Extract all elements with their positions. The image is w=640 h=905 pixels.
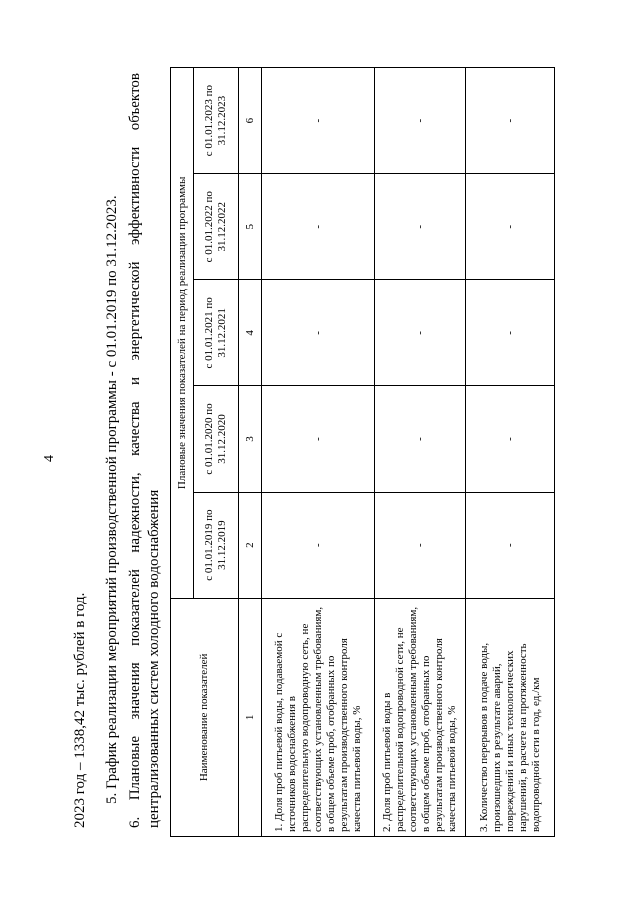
budget-year-line: 2023 год – 1338,42 тыс. рублей в год. — [72, 592, 88, 828]
indicator-value: - — [466, 280, 555, 386]
heading-word: объектов — [127, 73, 143, 131]
indicator-name: 3. Количество перерывов в подаче воды, произошедших в результате аварий, повреждений и иных технологических нарушений, в расчете на протяженность водопроводной сети в год, ед./км — [466, 598, 555, 836]
column-number: 6 — [239, 68, 262, 174]
heading-word: показателей — [127, 569, 143, 646]
column-header-period: с 01.01.2020 по 31.12.2020 — [194, 386, 239, 492]
indicator-name: 1. Доля проб питьевой воды, подаваемой с источников водоснабжения в распределительную водопроводную сеть, не соответствующих установленным требованиям, в общем объеме проб, отобранных по результатам производственного контроля качества питьевой воды, % — [262, 598, 375, 836]
indicator-value: - — [262, 386, 375, 492]
heading-word: 6. — [127, 816, 143, 828]
indicator-value: - — [375, 492, 466, 598]
column-number: 1 — [239, 598, 262, 836]
indicator-name: 2. Доля проб питьевой воды в распределительной водопроводной сети, не соответствующих установленным требованиям, в общем объеме проб, отобранных по результатам производственного контроля качества питьевой воды, % — [375, 598, 466, 836]
table-row — [375, 68, 466, 837]
indicator-value: - — [262, 174, 375, 280]
indicator-value: - — [262, 68, 375, 174]
heading-word: значения — [127, 662, 143, 720]
indicator-value: - — [262, 492, 375, 598]
column-header-period: с 01.01.2021 по 31.12.2021 — [194, 280, 239, 386]
column-number: 3 — [239, 386, 262, 492]
schedule-line: 5. График реализации мероприятий производственной программы - с 01.01.2019 по 31.12.2023. — [104, 195, 120, 804]
indicator-value: - — [375, 174, 466, 280]
indicator-value: - — [375, 386, 466, 492]
page-number: 4 — [42, 455, 57, 462]
column-header-indicator-name: Наименование показателей — [171, 598, 239, 836]
rotated-document-page — [40, 62, 600, 842]
heading-word: и — [127, 376, 143, 386]
heading-word: Плановые — [127, 735, 143, 801]
heading-word: энергетической — [127, 261, 143, 361]
indicator-value: - — [466, 174, 555, 280]
table-row — [262, 68, 375, 837]
heading-word: эффективности — [127, 146, 143, 245]
indicator-value: - — [466, 68, 555, 174]
column-number: 5 — [239, 174, 262, 280]
section-heading-line-2: централизованных систем холодного водоснабжения — [146, 489, 162, 828]
indicator-value: - — [466, 492, 555, 598]
column-header-period: с 01.01.2022 по 31.12.2022 — [194, 174, 239, 280]
column-number: 2 — [239, 492, 262, 598]
column-header-planned-values: Плановые значения показателей на период реализации программы — [171, 68, 194, 599]
indicator-value: - — [375, 280, 466, 386]
table-row — [466, 68, 555, 837]
section-heading — [126, 73, 164, 828]
column-number: 4 — [239, 280, 262, 386]
column-header-period: с 01.01.2019 по 31.12.2019 — [194, 492, 239, 598]
indicator-value: - — [466, 386, 555, 492]
heading-word: качества — [127, 401, 143, 456]
indicator-value: - — [262, 280, 375, 386]
indicators-table — [170, 67, 555, 837]
indicator-value: - — [375, 68, 466, 174]
heading-word: надежности, — [127, 472, 143, 553]
column-header-period: с 01.01.2023 по 31.12.2023 — [194, 68, 239, 174]
section-heading-line-1 — [126, 73, 145, 828]
